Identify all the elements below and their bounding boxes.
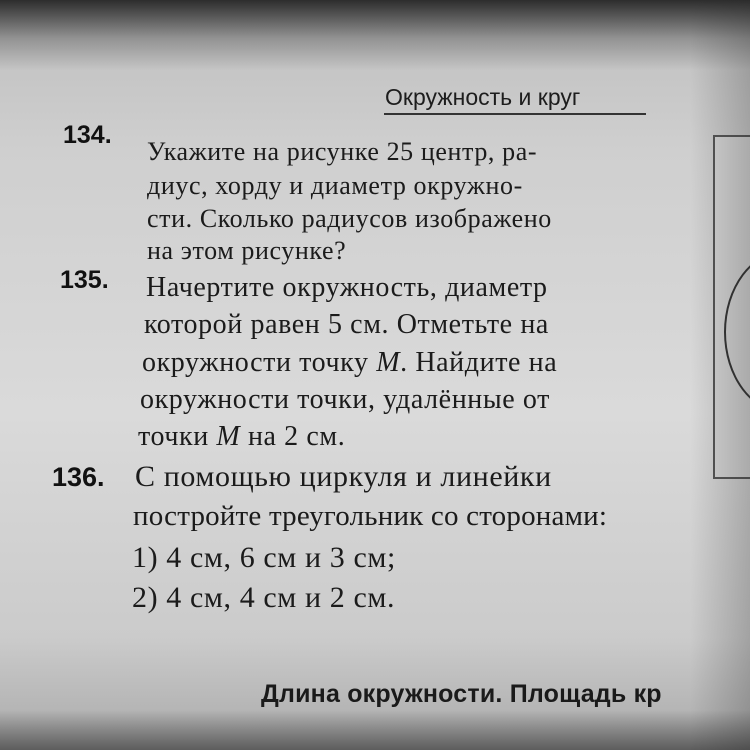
problem-135-line-5: точки M на 2 см. [138,421,346,452]
page-shadow-top [0,0,750,70]
problem-135-number: 135. [60,266,109,294]
problem-134-number: 134. [63,121,112,149]
problem-136-number: 136. [52,462,105,492]
problem-134-line-2: диус, хорду и диаметр окружно- [147,171,523,200]
problem-134-line-4: на этом рисунке? [147,236,347,265]
problem-136-line-4: 2) 4 см, 4 см и 2 см. [132,581,396,614]
problem-135-line-4: окружности точки, удалённые от [140,384,550,415]
page-shadow-bottom [0,710,750,750]
problem-135-line-1: Начертите окружность, диаметр [146,272,548,303]
problem-136-line-3: 1) 4 см, 6 см и 3 см; [132,541,396,574]
page-shadow-right [690,0,750,750]
problem-135-line-2: которой равен 5 см. Отметьте на [144,309,549,340]
footer-section-header: Длина окружности. Площадь кр [261,680,662,708]
section-header: Окружность и круг [385,84,581,110]
problem-134-line-1: Укажите на рисунке 25 центр, ра- [147,137,538,166]
problem-135-line-3: окружности точку M. Найдите на [142,347,558,378]
problem-134-line-3: сти. Сколько радиусов изображено [147,204,552,233]
problem-136-line-1: С помощью циркуля и линейки [135,460,552,493]
header-rule [384,113,646,115]
problem-136-line-2: постройте треугольник со сторонами: [133,500,608,532]
